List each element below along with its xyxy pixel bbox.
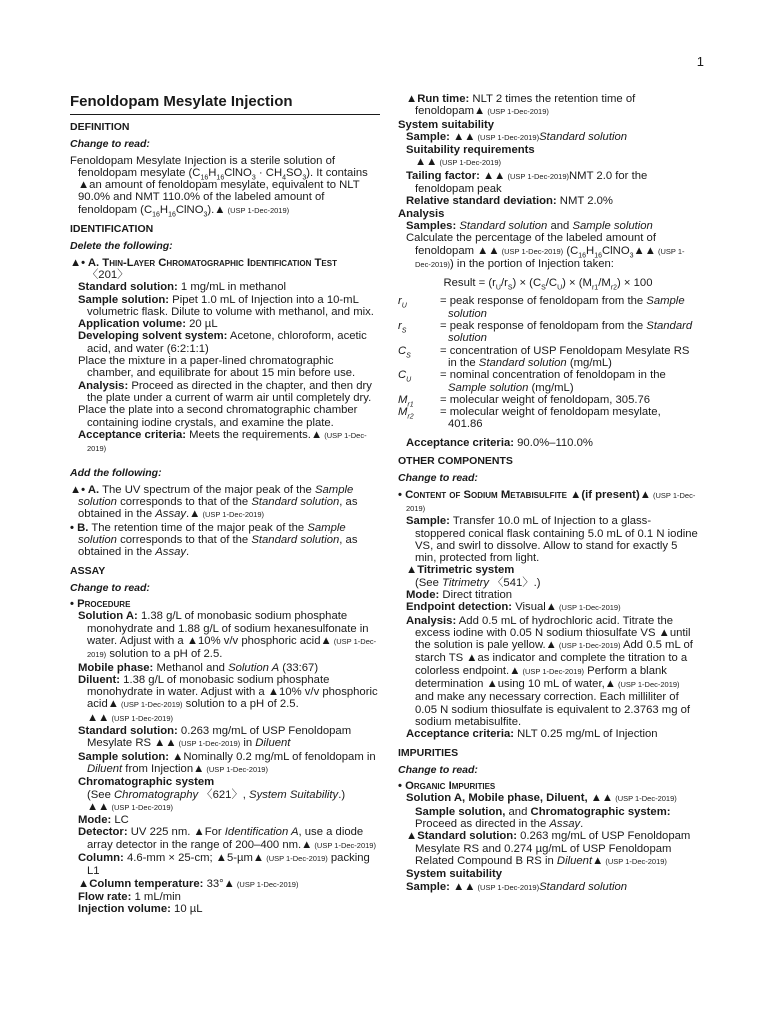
assay-diluent-marker: ▲▲ (USP 1-Dec-2019) — [87, 711, 174, 724]
assay-standard-solution: Standard solution: 0.263 mg/mL of USP Fenoldopam Mesylate RS ▲▲ (USP 1-Dec-2019) in Diluent — [78, 725, 352, 750]
titrimetric-system: ▲Titrimetric system — [406, 564, 515, 577]
tlc-sample-solution: Sample solution: Pipet 1.0 mL of Injection into a 10-mL volumetric flask. Dilute to volume with methanol, and mix. — [78, 293, 374, 318]
impurities-change-note: Change to read: — [398, 763, 478, 776]
identification-a: ▲• A. The UV spectrum of the major peak of the Sample solution corresponds to that of the Standard solution, as obtained in the Assay.▲ (USP 1-Dec-2019) — [70, 483, 358, 521]
definition-row: $C_U$ = nominal concentration of fenoldopam in the Sample solution (mg/mL) — [398, 369, 666, 394]
identification-add-note: Add the following: — [70, 467, 162, 480]
ss-samples: Sample: ▲▲ (USP 1-Dec-2019)Standard solution — [406, 130, 628, 143]
tlc-place-plate: Place the plate into a second chromatographic chamber containing iodine crystals, and examine the plate. — [78, 404, 358, 429]
monograph-title: Fenoldopam Mesylate Injection — [70, 93, 380, 115]
assay-diluent: Diluent: 1.38 g/L of monobasic sodium phosphate monohydrate in water. Adjust with a ▲10% v/v phosphoric acid▲ (USP 1-Dec-2019) solution to a pH of 2.5. — [78, 673, 378, 711]
analysis-samples: Samples: Standard solution and Sample solution — [406, 219, 653, 232]
other-components-heading: OTHER COMPONENTS — [398, 455, 513, 468]
assay-chromatography-ref: (See Chromatography 〈621〉, System Suitability.) — [87, 788, 346, 801]
tlc-application-volume: Application volume: 20 µL — [78, 318, 218, 331]
oi-solutions: Solution A, Mobile phase, Diluent, ▲▲ (USP 1-Dec-2019) Sample solution, and Chromatographic system: Proceed as directed in the Assay. — [406, 792, 677, 831]
assay-mobile-phase: Mobile phase: Methanol and Solution A (33:67) — [78, 661, 319, 674]
tlc-standard-solution: Standard solution: 1 mg/mL in methanol — [78, 281, 287, 294]
tlc-test-item: ▲• A. Thin-Layer Chromatographic Identification Test — [70, 256, 337, 269]
definition-change-note: Change to read: — [70, 138, 150, 151]
assay-heading: ASSAY — [70, 564, 106, 577]
run-time: ▲Run time: NLT 2 times the retention time of fenoldopam▲ (USP 1-Dec-2019) — [406, 93, 636, 118]
cs-acceptance: Acceptance criteria: NLT 0.25 mg/mL of Injection — [406, 728, 658, 741]
formula-definitions — [398, 295, 698, 430]
tlc-ref: 〈201〉 — [87, 268, 129, 281]
impurities-heading: IMPURITIES — [398, 746, 459, 759]
assay-solution-a: Solution A: 1.38 g/L of monobasic sodium phosphate monohydrate and 1.88 g/L of sodium hexanesulfonate in water. Adjust with a ▲10% v/v phosphoric acid▲ (USP 1-Dec-2019) solution to a pH of 2.5. — [78, 610, 377, 661]
cs-analysis: Analysis: Add 0.5 mL of hydrochloric acid. Titrate the excess iodine with 0.05 N sodium thiosulfate VS ▲until the solution is pale yellow.▲ (USP 1-Dec-2019) Add 0.5 mL of starch TS ▲as indicator and complete the titration to a colorless endpoint.▲ (USP 1-Dec-2019) Perform a blank determination ▲using 10 mL of water,▲ (USP 1-Dec-2019) and make any necessary correction. Each milliliter of 0.05 N sodium thiosulfate is equivalent to 2.3763 mg of sodium metabisulfite. — [406, 614, 693, 728]
system-suitability-heading: System suitability — [398, 118, 495, 131]
assay-injection-volume: Injection volume: 10 µL — [78, 903, 203, 916]
oi-standard-solution: ▲Standard solution: 0.263 mg/mL of USP Fenoldopam Mesylate RS and 0.274 µg/mL of USP Fenoldopam Related Compound B RS in Diluent▲ (USP 1-Dec-2019) — [406, 830, 691, 867]
cs-sample: Sample: Transfer 10.0 mL of Injection to a glass-stoppered conical flask containing 5.0 mL of 0.1 N iodine VS, and swirl to dissolve. Allow to stand for exactly 5 min, protected from light. — [406, 515, 698, 565]
organic-impurities-item: • Organic Impurities — [398, 780, 496, 793]
assay-sample-solution: Sample solution: ▲Nominally 0.2 mg/mL of fenoldopam in Diluent from Injection▲ (USP 1-Dec-2019) — [78, 750, 376, 775]
definition-text: Fenoldopam Mesylate Injection is a sterile solution of fenoldopam mesylate $(C_{16}H_{16}ClNO_3 \cdot CH_4SO_3)$. It contains ▲an amount of fenoldopam mesylate, equivalent to NLT 90.0% and NMT 110.0% of the labeled amount of fenoldopam $(C_{16}H_{16}ClNO_3).▲$ (USP 1-Dec-2019) — [70, 154, 368, 219]
tlc-acceptance: Acceptance criteria: Meets the requirements.▲ (USP 1-Dec-2019) — [78, 428, 367, 454]
suitability-requirements: Suitability requirements — [406, 144, 535, 157]
analysis-calculate: Calculate the percentage of the labeled amount of fenoldopam ▲▲ (USP 1-Dec-2019) ($C_{16}H_{16}ClNO_3▲▲$ (USP 1-Dec-2019)) in the portion of Injection taken: — [406, 232, 685, 270]
assay-column: Column: 4.6-mm × 25-cm; ▲5-µm▲ (USP 1-Dec-2019) packing L1 — [78, 852, 370, 878]
tlc-analysis: Analysis: Proceed as directed in the chapter, and then dry the plate under a current of warm air until completely dry. — [78, 379, 372, 404]
assay-flow-rate: Flow rate: 1 mL/min — [78, 890, 181, 903]
definition-row: $r_S$ = peak response of fenoldopam from the Standard solution — [398, 320, 693, 345]
oi-samples: Sample: ▲▲ (USP 1-Dec-2019)Standard solution — [406, 880, 628, 893]
identification-delete-note: Delete the following: — [70, 240, 173, 253]
definition-heading: DEFINITION — [70, 121, 130, 133]
tlc-place-mixture: Place the mixture in a paper-lined chromatographic chamber, and equilibrate for about 15 min before use. — [78, 355, 356, 380]
assay-column-temperature: ▲Column temperature: 33°▲ (USP 1-Dec-2019) — [78, 877, 299, 890]
oi-system-suitability: System suitability — [406, 868, 503, 881]
titrimetry-ref: (See Titrimetry 〈541〉.) — [415, 576, 541, 589]
assay-mode: Mode: LC — [78, 814, 129, 827]
procedure-item: • Procedure — [70, 598, 131, 611]
assay-chromatographic-system: Chromatographic system — [78, 776, 215, 789]
tailing-factor: Tailing factor: ▲▲ (USP 1-Dec-2019)NMT 2.0 for the fenoldopam peak — [406, 169, 648, 196]
titration-mode: Mode: Direct titration — [406, 588, 513, 601]
assay-detector: Detector: UV 225 nm. ▲For Identification A, use a diode array detector in the range of 200–400 nm.▲ (USP 1-Dec-2019) — [78, 826, 376, 851]
endpoint-detection: Endpoint detection: Visual▲ (USP 1-Dec-2019) — [406, 601, 621, 614]
definition-row: $r_U$ = peak response of fenoldopam from the Sample solution — [398, 295, 685, 320]
assay-chrom-marker: ▲▲ (USP 1-Dec-2019) — [87, 800, 174, 813]
identification-b: • B. The retention time of the major peak of the Sample solution corresponds to that of the Standard solution, as obtained in the Assay. — [70, 521, 358, 559]
assay-change-note: Change to read: — [70, 581, 150, 594]
definition-row: $M_{r2}$ = molecular weight of fenoldopam mesylate, 401.86 — [398, 406, 661, 431]
definition-row: $C_S$ = concentration of USP Fenoldopam Mesylate RS in the Standard solution (mg/mL) — [398, 344, 690, 369]
identification-heading: IDENTIFICATION — [70, 223, 154, 236]
suitability-marker: ▲▲ (USP 1-Dec-2019) — [415, 156, 502, 169]
analysis-heading: Analysis — [398, 207, 445, 220]
page-number: 1 — [696, 54, 704, 69]
assay-acceptance: Acceptance criteria: 90.0%–110.0% — [406, 436, 593, 449]
result-formula: Result = $(r_U/r_S) \times (C_S/C_U) \times (M_{r1}/M_{r2}) \times 100$ — [443, 277, 653, 292]
tlc-developing-solvent: Developing solvent system: Acetone, chloroform, acetic acid, and water (6:2:1:1) — [78, 330, 367, 355]
definition-row: $M_{r1}$ = molecular weight of fenoldopam, 305.76 — [398, 393, 651, 409]
relative-std-deviation: Relative standard deviation: NMT 2.0% — [406, 195, 613, 208]
sodium-metabisulfite-item: • Content of Sodium Metabisulfite ▲(if present)▲ (USP 1-Dec-2019) — [398, 488, 696, 513]
other-change-note: Change to read: — [398, 472, 478, 485]
right-column — [398, 93, 698, 894]
left-column — [70, 93, 380, 916]
